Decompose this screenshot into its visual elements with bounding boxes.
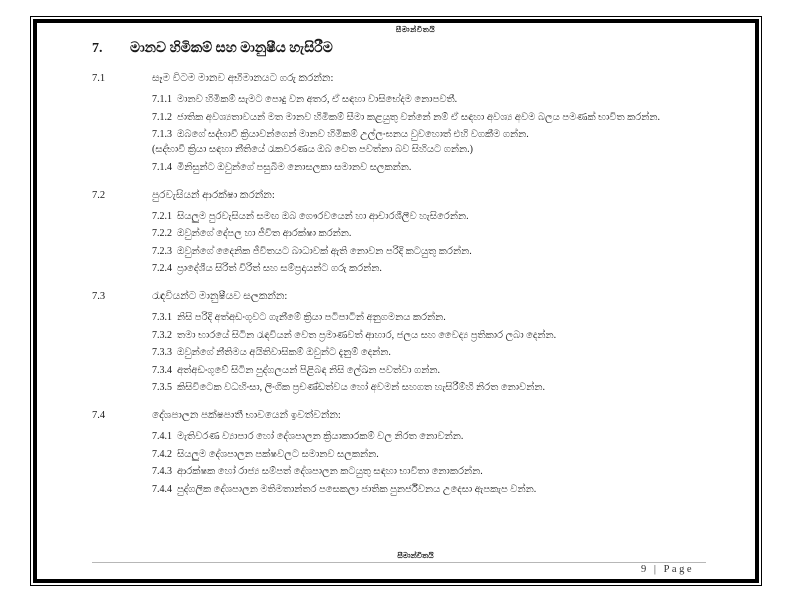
section-7-3 <box>92 289 739 395</box>
item-number: 7.1.1 <box>152 94 172 105</box>
item-text: ආරක්ෂක හෝ රාජ්‍ය සම්පත් දේශපාලන කටයුතු සඳහා භාවිතා නොකරන්න. <box>177 466 483 477</box>
section-heading-row <box>92 289 739 304</box>
title-text: මානව හිමිකම් සහ මානුෂීය හැසිරීම <box>130 41 333 56</box>
classification-header: සීමාන්විතයි <box>395 25 436 34</box>
item-number: 7.1.3 <box>152 129 172 140</box>
classification-footer: සීමාන්විතයි <box>397 551 434 560</box>
item-text: ඔබගේ සද්භාවී ක්‍රියාවන්ගෙන් මානව හිමිකම් උල්ලංඝනය වුවහොත් එහි වගකීම ගන්න. <box>177 129 529 140</box>
list-item <box>152 328 739 343</box>
item-text: පුද්ගලික දේශපාලන මතිමතාන්තර පසෙකලා ජාතික පුනර්ජීවනය උදෙසා ඇපකැප වන්න. <box>177 483 537 495</box>
page-border-inner <box>33 19 759 583</box>
item-number: 7.3.4 <box>152 364 172 376</box>
list-item <box>152 160 739 175</box>
item-number: 7.3.5 <box>152 382 172 393</box>
list-item <box>152 244 739 259</box>
section-number: 7.2 <box>92 189 106 201</box>
section-items <box>152 92 739 175</box>
item-number: 7.3.2 <box>152 329 172 341</box>
section-7-1 <box>92 71 739 175</box>
item-number: 7.4.3 <box>152 466 172 477</box>
section-heading-row <box>92 188 739 203</box>
page-title <box>92 40 739 58</box>
item-text: ඔවුන්ගේ දෛනික ජීවිතයට බාධාවක් ඇති නොවන පරිදි කටයුතු කරන්න. <box>177 245 472 257</box>
document-page <box>30 16 762 586</box>
list-item <box>152 110 739 125</box>
list-item <box>152 92 739 107</box>
item-text: ප්‍රාදේශීය සිරිත් විරිත් සහ සම්ප්‍රදායන්ට ගරු කරන්න. <box>177 263 382 274</box>
section-number: 7.4 <box>92 410 106 421</box>
item-text: කිසිවිටෙක වධහිංසා, ලිංගික ප්‍රචණ්ඩත්වය හෝ අවමන් සහගත හැසිරීම්හි නිරත නොවන්න. <box>177 382 545 393</box>
item-number: 7.2.2 <box>152 228 172 239</box>
page-number: 9 | Page <box>640 564 694 575</box>
title-number: 7. <box>92 41 103 56</box>
section-7-2 <box>92 188 739 277</box>
list-item <box>152 209 739 224</box>
item-text: මානව හිමිකම් සැමට පොදු වන අතර, ඒ සඳහා වාසිභේදම නොපවතී. <box>177 94 458 105</box>
item-text: මිනිසුන්ට ඔවුන්ගේ පසුබිම නොසලකා සමානව සලකන්න. <box>177 161 412 173</box>
list-item <box>152 226 739 241</box>
list-item <box>152 127 739 157</box>
item-text: ඔවුන්ගේ දේපල හා ජීවිත ආරක්ෂා කරන්න. <box>177 228 352 239</box>
item-text: මැතිවරණ ව්‍යාපාර හෝ දේශපාලන ක්‍රියාකාරකම් වල නිරත නොවන්න. <box>177 431 464 442</box>
item-number: 7.4.1 <box>152 431 172 442</box>
item-text: ජාතික අවශ්‍යතාවයන් මත මානව හිමිකම් සීමා කළයුතු වන්නේ නම් ඒ සඳහා අවශ්‍ය අවම බලය පමණක් භාවිත කරන්න. <box>177 111 660 123</box>
list-item <box>152 345 739 360</box>
section-heading: රැඳවියන්ට මානුෂීයව සලකන්න: <box>152 291 288 302</box>
item-text: ඔවුන්ගේ නීතිමය අයිතිවාසිකම් ඔවුන්ට දැනුම් දෙන්න. <box>177 347 391 358</box>
item-note: (සද්භාවී ක්‍රියා සඳහා නීතියේ රැකවරණය ඔබ වෙත පවත්නා බව සිහියට ගන්න.) <box>152 144 473 155</box>
section-heading: පුරවැසියන් ආරක්ෂා කරන්න: <box>152 189 275 201</box>
item-text: සියලුම දේශපාලන පක්ෂවලට සමානව සලකන්න. <box>177 448 379 460</box>
item-number: 7.3.3 <box>152 347 172 358</box>
section-heading-row <box>92 408 739 423</box>
item-number: 7.2.3 <box>152 245 172 257</box>
item-number: 7.1.2 <box>152 111 172 123</box>
item-number: 7.4.2 <box>152 448 172 460</box>
item-number: 7.1.4 <box>152 161 172 173</box>
list-item <box>152 310 739 325</box>
section-heading: සෑම විටම මානව අභිමානයට ගරු කරන්න: <box>152 73 334 84</box>
list-item <box>152 261 739 276</box>
section-items <box>152 429 739 497</box>
section-items <box>152 310 739 395</box>
section-number: 7.3 <box>92 291 106 302</box>
page-footer <box>92 551 739 576</box>
section-heading: දේශපාලන පක්ෂපාතී භාවයෙන් ඉවත්වන්න: <box>152 410 341 421</box>
item-text: නිසි පරිදි අත්අඩංගුවට ගැනීමේ ක්‍රියා පටිපාටින් අනුගමනය කරන්න. <box>177 312 446 323</box>
item-text: සියලුම පුරවැසියන් සමඟ ඔබ ගෞරවයෙන් හා ආචාරශීලීව හැසිරෙන්න. <box>177 210 469 222</box>
item-number: 7.3.1 <box>152 312 172 323</box>
list-item <box>152 464 739 479</box>
item-number: 7.4.4 <box>152 483 172 495</box>
item-number: 7.2.4 <box>152 263 172 274</box>
item-number: 7.2.1 <box>152 210 172 222</box>
list-item <box>152 363 739 378</box>
list-item <box>152 447 739 462</box>
section-number: 7.1 <box>92 73 106 84</box>
section-heading-row <box>92 71 739 86</box>
list-item <box>152 380 739 395</box>
list-item <box>152 482 739 497</box>
section-7-4 <box>92 408 739 497</box>
list-item <box>152 429 739 444</box>
section-items <box>152 209 739 277</box>
item-text: තමා භාරයේ සිටින රැඳවියන් වෙත ප්‍රමාණවත් ආහාර, ජලය සහ වෛද්‍ය ප්‍රතිකාර ලබා දෙන්න. <box>177 329 557 341</box>
item-text: අත්අඩංගුවේ සිටින පුද්ගලයන් පිළිබඳ නිසි ලේඛන පවත්වා ගන්න. <box>177 364 440 376</box>
